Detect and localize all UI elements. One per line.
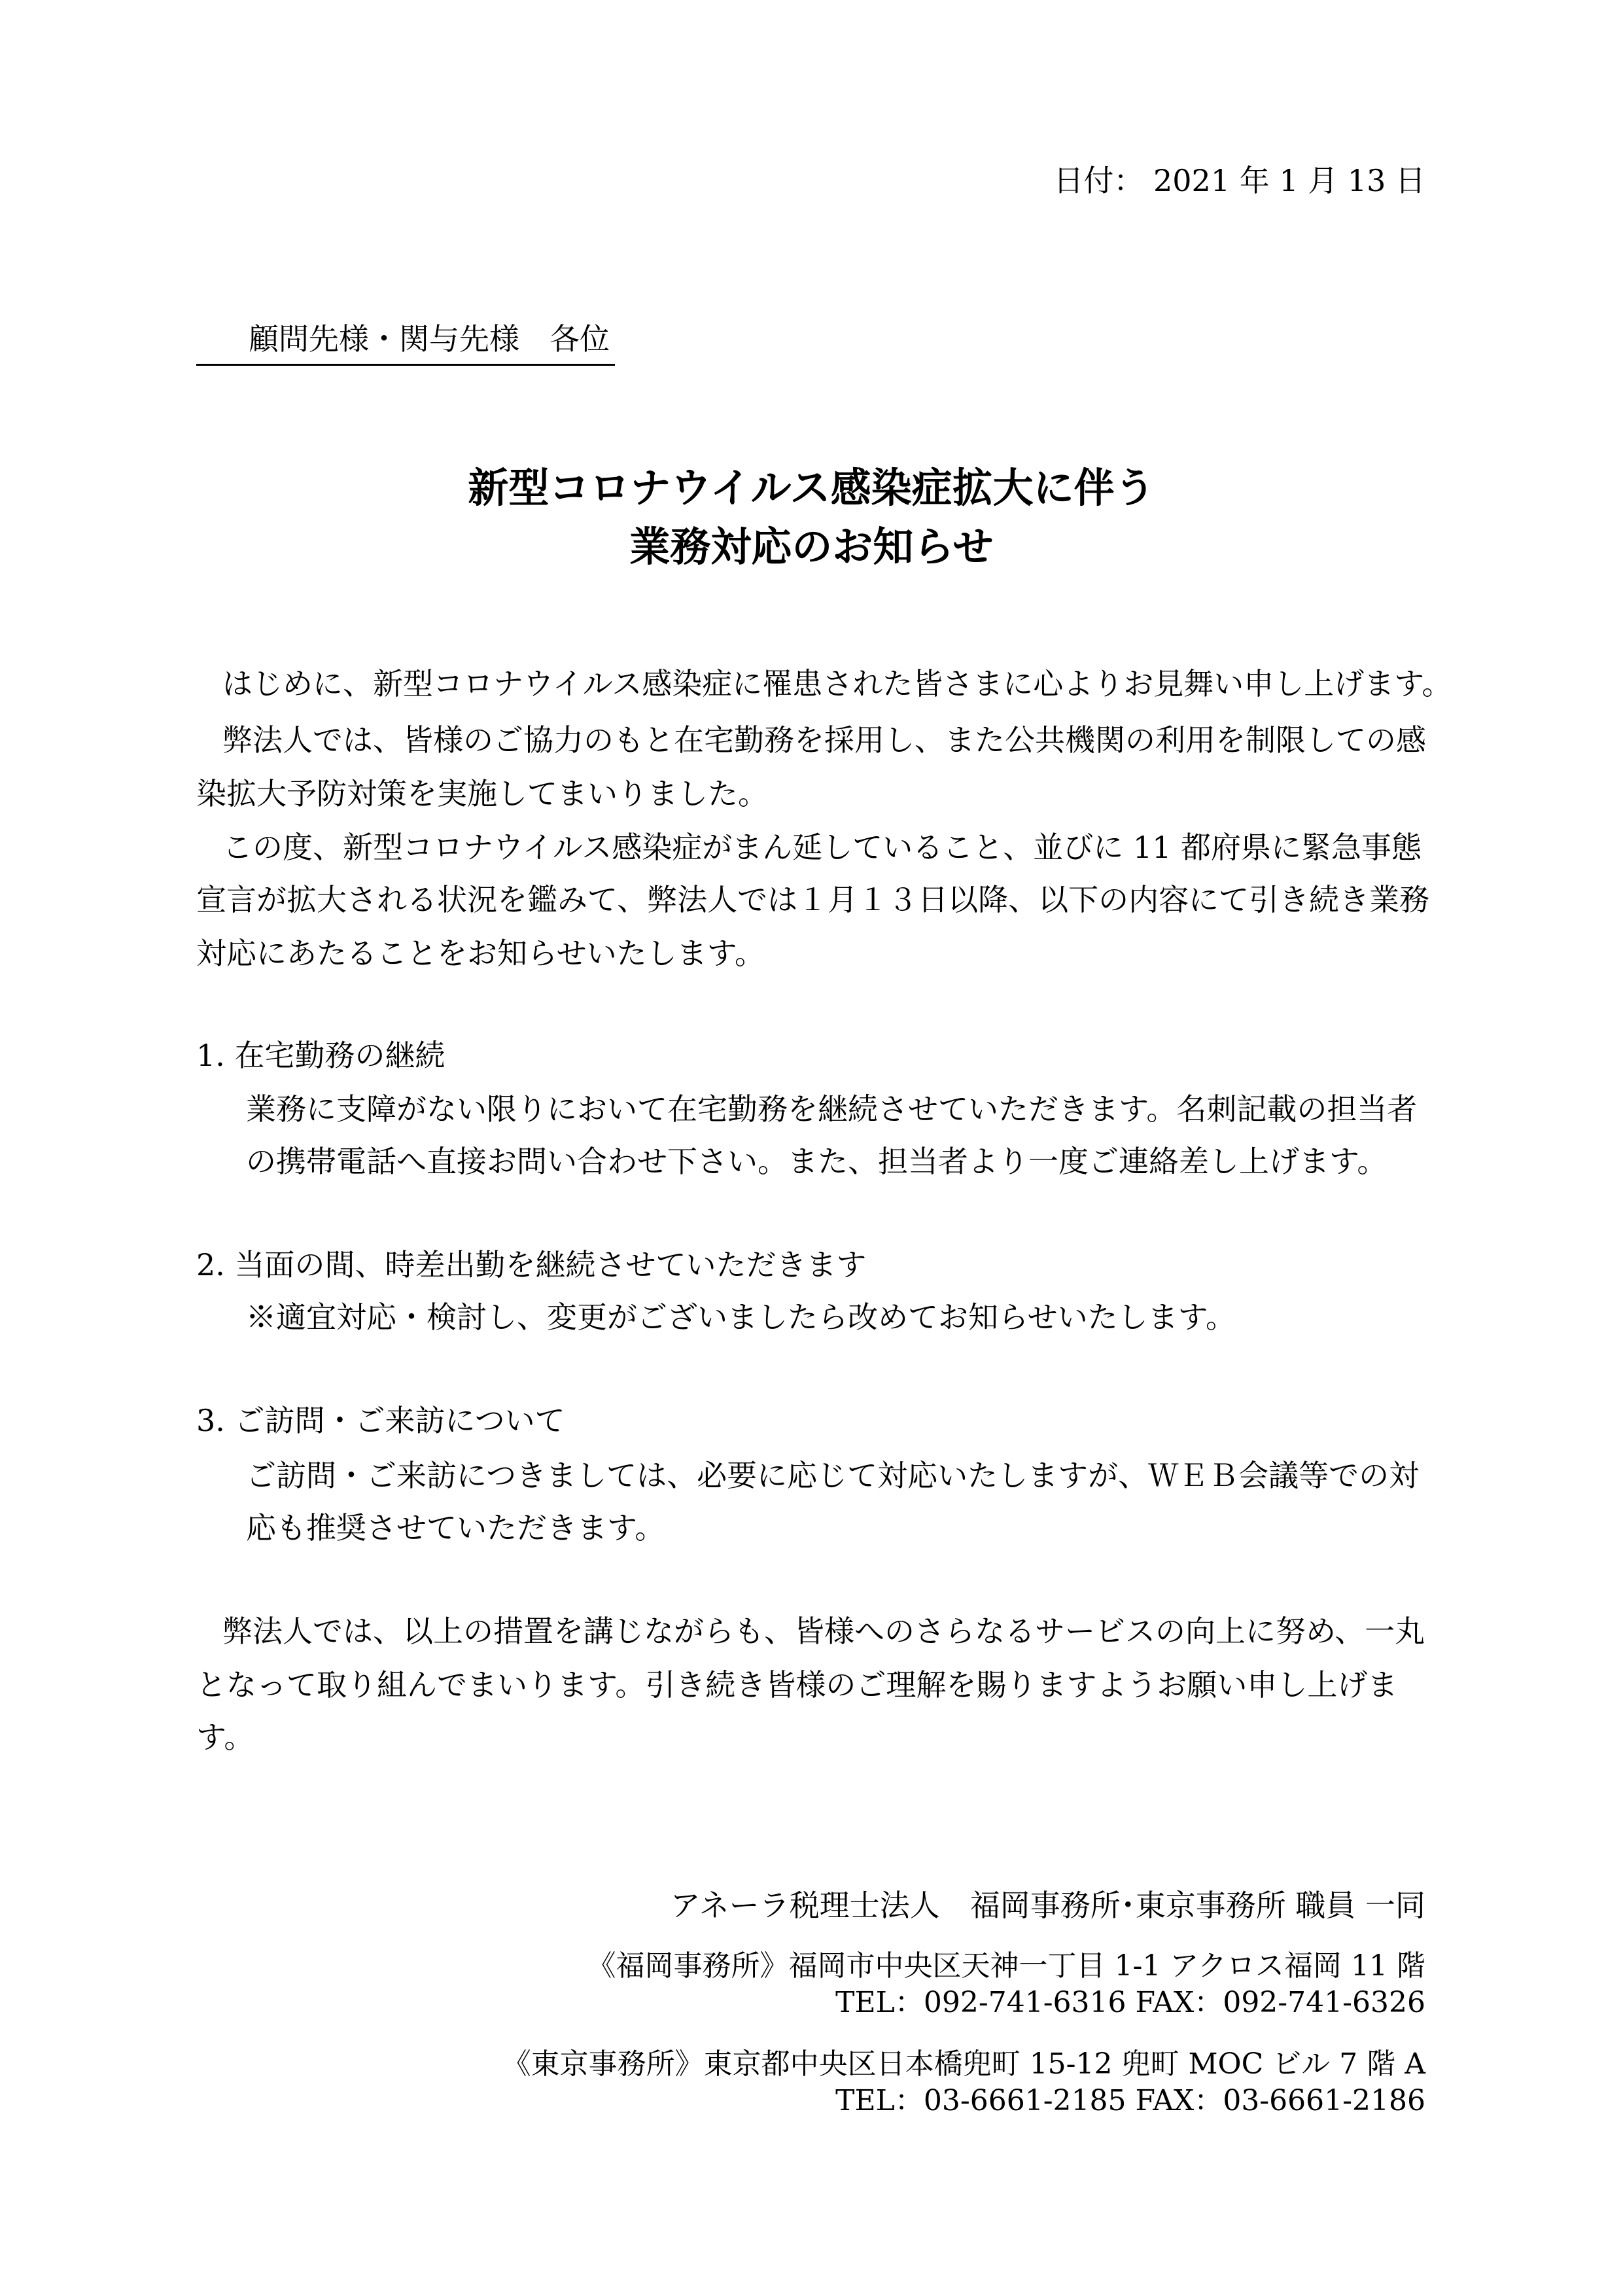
addressee-line: 顧問先様・関与先様 各位 [196, 315, 615, 366]
intro-line: 弊法人では、皆様のご協力のもと在宅勤務を採用し、また公共機関の利用を制限しての感 [222, 722, 1426, 758]
tokyo-office-contact: TEL：03-6661-2185 FAX：03-6661-2186 [835, 2084, 1425, 2117]
list-item-body-line: 業務に支障がない限りにおいて在宅勤務を継続させていただきます。名刺記載の担当者 [246, 1091, 1418, 1127]
list-item-heading: 3. ご訪問・ご来訪について [196, 1403, 565, 1438]
document-date: 日付： 2021 年 1 月 13 日 [1053, 163, 1425, 198]
list-item-body-line: ご訪問・ご来訪につきましては、必要に応じて対応いたしますが、ＷＥＢ会議等での対 [246, 1458, 1420, 1493]
signature-org: アネーラ税理士法人 福岡事務所･東京事務所 職員 一同 [670, 1888, 1425, 1923]
intro-line: 宣言が拡大される状況を鑑みて、弊法人では１月１３日以降、以下の内容にて引き続き業務 [196, 882, 1430, 917]
closing-line: す。 [196, 1720, 254, 1755]
closing-line: 弊法人では、以上の措置を講じながらも、皆様へのさらなるサービスの向上に努め、一丸 [222, 1614, 1425, 1649]
list-item-body-line: ※適宜対応・検討し、変更がございましたら改めてお知らせいたします。 [246, 1299, 1236, 1335]
fukuoka-office-address: 《福岡事務所》福岡市中央区天神一丁目 1-1 アクロス福岡 11 階 [587, 1949, 1425, 1983]
intro-line: 染拡大予防対策を実施してまいりました。 [196, 776, 768, 811]
list-item-heading: 1. 在宅勤務の継続 [196, 1038, 445, 1073]
list-item-heading: 2. 当面の間、時差出勤を継続させていただきます [196, 1247, 867, 1282]
closing-line: となって取り組んでまいります。引き続き皆様のご理解を賜りますようお願い申し上げま [196, 1667, 1398, 1703]
document-title-line1: 新型コロナウイルス感染症拡大に伴う [468, 464, 1155, 512]
document-title-line2: 業務対応のお知らせ [629, 523, 994, 571]
intro-line: はじめに、新型コロナウイルス感染症に罹患された皆さまに心よりお見舞い申し上げます。 [222, 666, 1452, 701]
list-item-body-line: 応も推奨させていただきます。 [246, 1510, 665, 1545]
intro-line: 対応にあたることをお知らせいたします。 [196, 936, 765, 971]
tokyo-office-address: 《東京事務所》東京都中央区日本橋兜町 15-12 兜町 MOC ビル 7 階 A [502, 2047, 1425, 2081]
list-item-body-line: の携帯電話へ直接お問い合わせ下さい。また、担当者より一度ご連絡差し上げます。 [246, 1144, 1387, 1179]
fukuoka-office-contact: TEL：092-741-6316 FAX：092-741-6326 [835, 1986, 1425, 2019]
intro-line: この度、新型コロナウイルス感染症がまん延していること、並びに 11 都府県に緊急事態 [222, 830, 1422, 865]
